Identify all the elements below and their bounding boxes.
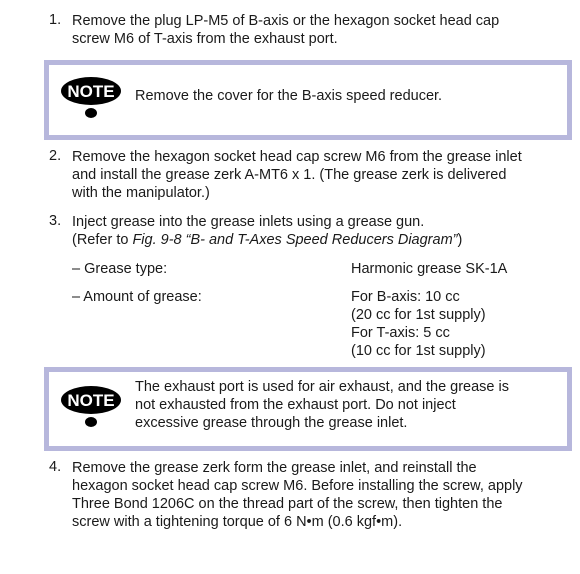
note-line: excessive grease through the grease inlet. xyxy=(135,415,408,431)
step-line: Remove the plug LP-M5 of B-axis or the hexagon socket head cap xyxy=(72,13,500,29)
ref-prefix: (Refer to xyxy=(72,232,133,248)
step-text xyxy=(72,148,562,202)
step-number: 1. xyxy=(49,12,62,28)
note-box xyxy=(44,60,572,140)
step-line: and install the grease zerk A-MT6 x 1. (The grease zerk is delivered xyxy=(72,167,507,183)
note-badge-label: NOTE xyxy=(67,391,115,410)
step-line: with the manipulator.) xyxy=(72,185,210,201)
step-line: Remove the hexagon socket head cap screw M6 from the grease inlet xyxy=(72,149,522,165)
note-text: Remove the cover for the B-axis speed reducer. xyxy=(135,88,443,104)
grease-amount-line: For B-axis: 10 cc xyxy=(351,289,460,305)
step-line: Remove the grease zerk form the grease inlet, and reinstall the xyxy=(72,460,477,476)
step-line: Three Bond 1206C on the thread part of the screw, then tighten the xyxy=(72,496,503,512)
grease-type-label: – Grease type: xyxy=(72,261,168,277)
step-text xyxy=(72,459,562,531)
step-text xyxy=(72,213,562,249)
step-text xyxy=(72,12,562,48)
ref-suffix: ) xyxy=(457,232,463,248)
step-line: Inject grease into the grease inlets using a grease gun. xyxy=(72,214,425,230)
note-box xyxy=(44,367,572,451)
step-line: hexagon socket head cap screw M6. Before installing the screw, apply xyxy=(72,478,523,494)
step-number: 2. xyxy=(49,148,62,164)
note-badge-icon xyxy=(60,384,122,422)
grease-amount-line: (10 cc for 1st supply) xyxy=(351,343,486,359)
grease-amount-line: (20 cc for 1st supply) xyxy=(351,307,486,323)
note-line: not exhausted from the exhaust port. Do not inject xyxy=(135,397,456,413)
step-line xyxy=(72,231,562,249)
note-badge-label: NOTE xyxy=(67,82,115,101)
step-number: 4. xyxy=(49,459,62,475)
figure-reference: Fig. 9-8 “B- and T-Axes Speed Reducers Diagram” xyxy=(132,232,458,248)
step-number: 3. xyxy=(49,213,62,229)
grease-amount-label: – Amount of grease: xyxy=(72,289,202,305)
note-text xyxy=(135,378,509,432)
step-line: screw M6 of T-axis from the exhaust port. xyxy=(72,31,338,47)
grease-type-value: Harmonic grease SK-1A xyxy=(351,261,508,277)
grease-amount-line: For T-axis: 5 cc xyxy=(351,325,450,341)
step-line: screw with a tightening torque of 6 N•m (0.6 kgf•m). xyxy=(72,514,403,530)
note-line: The exhaust port is used for air exhaust, and the grease is xyxy=(135,379,509,395)
grease-amount-values xyxy=(351,288,486,360)
note-badge-icon xyxy=(60,75,122,113)
